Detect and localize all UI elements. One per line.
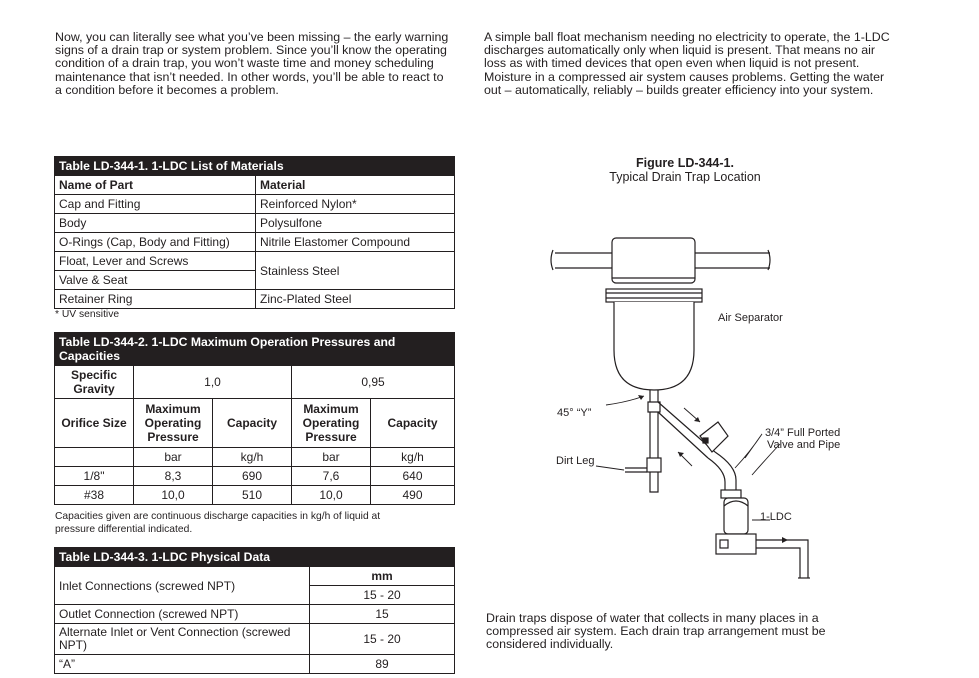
specific-gravity-value: 1,0 — [134, 366, 292, 399]
max-pressure-header: Maximum Operating Pressure — [292, 399, 371, 448]
valve-pipe-label-line1: 3/4” Full Ported — [765, 427, 840, 439]
value-cell: 89 — [310, 655, 455, 674]
pressures-capacities-table — [54, 332, 455, 505]
specific-gravity-header: Specific Gravity — [55, 366, 134, 399]
pressure-cell: 7,6 — [292, 467, 371, 486]
pressure-cell: 10,0 — [292, 486, 371, 505]
table-caption: Table LD-344-1. 1-LDC List of Materials — [55, 157, 455, 176]
outlet-pipe — [695, 253, 770, 268]
part-cell: O-Rings (Cap, Body and Fitting) — [55, 233, 256, 252]
capacity-cell: 490 — [371, 486, 455, 505]
material-cell: Polysulfone — [256, 214, 455, 233]
outro-paragraph: Drain traps dispose of water that collects in many places in a compressed air system. Each drain trap arrangement must be considered individually. — [486, 611, 826, 652]
column-header: Material — [256, 176, 455, 195]
material-cell: Stainless Steel — [256, 252, 455, 290]
table-row — [55, 467, 455, 486]
table-row — [55, 486, 455, 505]
table-footnote: * UV sensitive — [55, 309, 120, 320]
table-caption: Table LD-344-2. 1-LDC Maximum Operation Pressures and Capacities — [55, 333, 455, 366]
air-separator-label: Air Separator — [718, 312, 783, 324]
row-label: Outlet Connection (screwed NPT) — [55, 605, 310, 624]
table-row — [55, 624, 455, 655]
part-cell: Cap and Fitting — [55, 195, 256, 214]
dirt-leg-label: Dirt Leg — [556, 455, 595, 467]
ldc-base — [716, 534, 756, 554]
figure-title: Typical Drain Trap Location — [609, 169, 761, 184]
specific-gravity-value: 0,95 — [292, 366, 455, 399]
ldc-label: 1-LDC — [760, 511, 792, 523]
table-caption: Table LD-344-3. 1-LDC Physical Data — [55, 548, 455, 567]
table-footnote: Capacities given are continuous discharge capacities in kg/h of liquid at pressure differential indicated. — [55, 511, 381, 535]
orifice-size-header: Orifice Size — [55, 399, 134, 448]
capacity-header: Capacity — [371, 399, 455, 448]
capacity-cell: 640 — [371, 467, 455, 486]
inlet-pipe — [555, 253, 612, 268]
table-row — [55, 195, 455, 214]
part-cell: Valve & Seat — [55, 271, 256, 290]
table-row — [55, 252, 455, 271]
intro-paragraph-left: Now, you can literally see what you’ve been missing – the early warning signs of a drain trap or system problem. Since you’ll know the operating condition of a drain trap, you won’t waste time and money scheduling maintenance that isn’t needed. In other words, you’ll be able to react to a condition before it becomes a problem. — [55, 30, 449, 97]
figure-number: Figure LD-344-1. — [636, 156, 734, 170]
table-row — [55, 605, 455, 624]
column-header: Name of Part — [55, 176, 256, 195]
unit-cell: bar — [134, 448, 213, 467]
unit-header: mm — [310, 567, 455, 586]
dirt-leg-pipe — [650, 412, 658, 486]
separator-clamp — [606, 289, 702, 302]
table-row — [55, 655, 455, 674]
figure-caption — [560, 157, 810, 184]
row-label: Alternate Inlet or Vent Connection (screwed NPT) — [55, 624, 310, 655]
intro-paragraph-right: A simple ball float mechanism needing no electricity to operate, the 1-LDC discharges automatically only when liquid is present. That means no air loss as with timed devices that open even when liquid is not present. Moisture in a compressed air system causes problems. Getting the water out – automatically, reliably – builds greater efficiency into your system. — [484, 30, 890, 97]
orifice-cell: #38 — [55, 486, 134, 505]
row-label: Inlet Connections (screwed NPT) — [55, 567, 310, 605]
materials-table — [54, 156, 455, 309]
row-label: “A” — [55, 655, 310, 674]
value-cell: 15 - 20 — [310, 624, 455, 655]
part-cell: Float, Lever and Screws — [55, 252, 256, 271]
valve-pipe-label-line2: Valve and Pipe — [767, 439, 840, 451]
separator-head — [612, 238, 695, 283]
material-cell: Nitrile Elastomer Compound — [256, 233, 455, 252]
max-pressure-header: Maximum Operating Pressure — [134, 399, 213, 448]
capacity-header: Capacity — [213, 399, 292, 448]
unit-cell: bar — [292, 448, 371, 467]
pressure-cell: 10,0 — [134, 486, 213, 505]
45-y-label: 45° “Y” — [557, 407, 592, 419]
capacity-cell: 510 — [213, 486, 292, 505]
table-row — [55, 233, 455, 252]
physical-data-table — [54, 547, 455, 674]
orifice-cell: 1/8" — [55, 467, 134, 486]
separator-bowl — [614, 302, 694, 390]
part-cell: Retainer Ring — [55, 290, 256, 309]
table-row — [55, 214, 455, 233]
ball-valve — [700, 422, 728, 452]
material-cell: Zinc-Plated Steel — [256, 290, 455, 309]
part-cell: Body — [55, 214, 256, 233]
unit-cell: kg/h — [213, 448, 292, 467]
value-cell: 15 — [310, 605, 455, 624]
drain-trap-diagram — [540, 190, 840, 590]
pressure-cell: 8,3 — [134, 467, 213, 486]
ldc-outlet-pipe — [756, 540, 808, 578]
table-row — [55, 290, 455, 309]
unit-cell: kg/h — [371, 448, 455, 467]
material-cell: Reinforced Nylon* — [256, 195, 455, 214]
capacity-cell: 690 — [213, 467, 292, 486]
value-cell: 15 - 20 — [310, 586, 455, 605]
